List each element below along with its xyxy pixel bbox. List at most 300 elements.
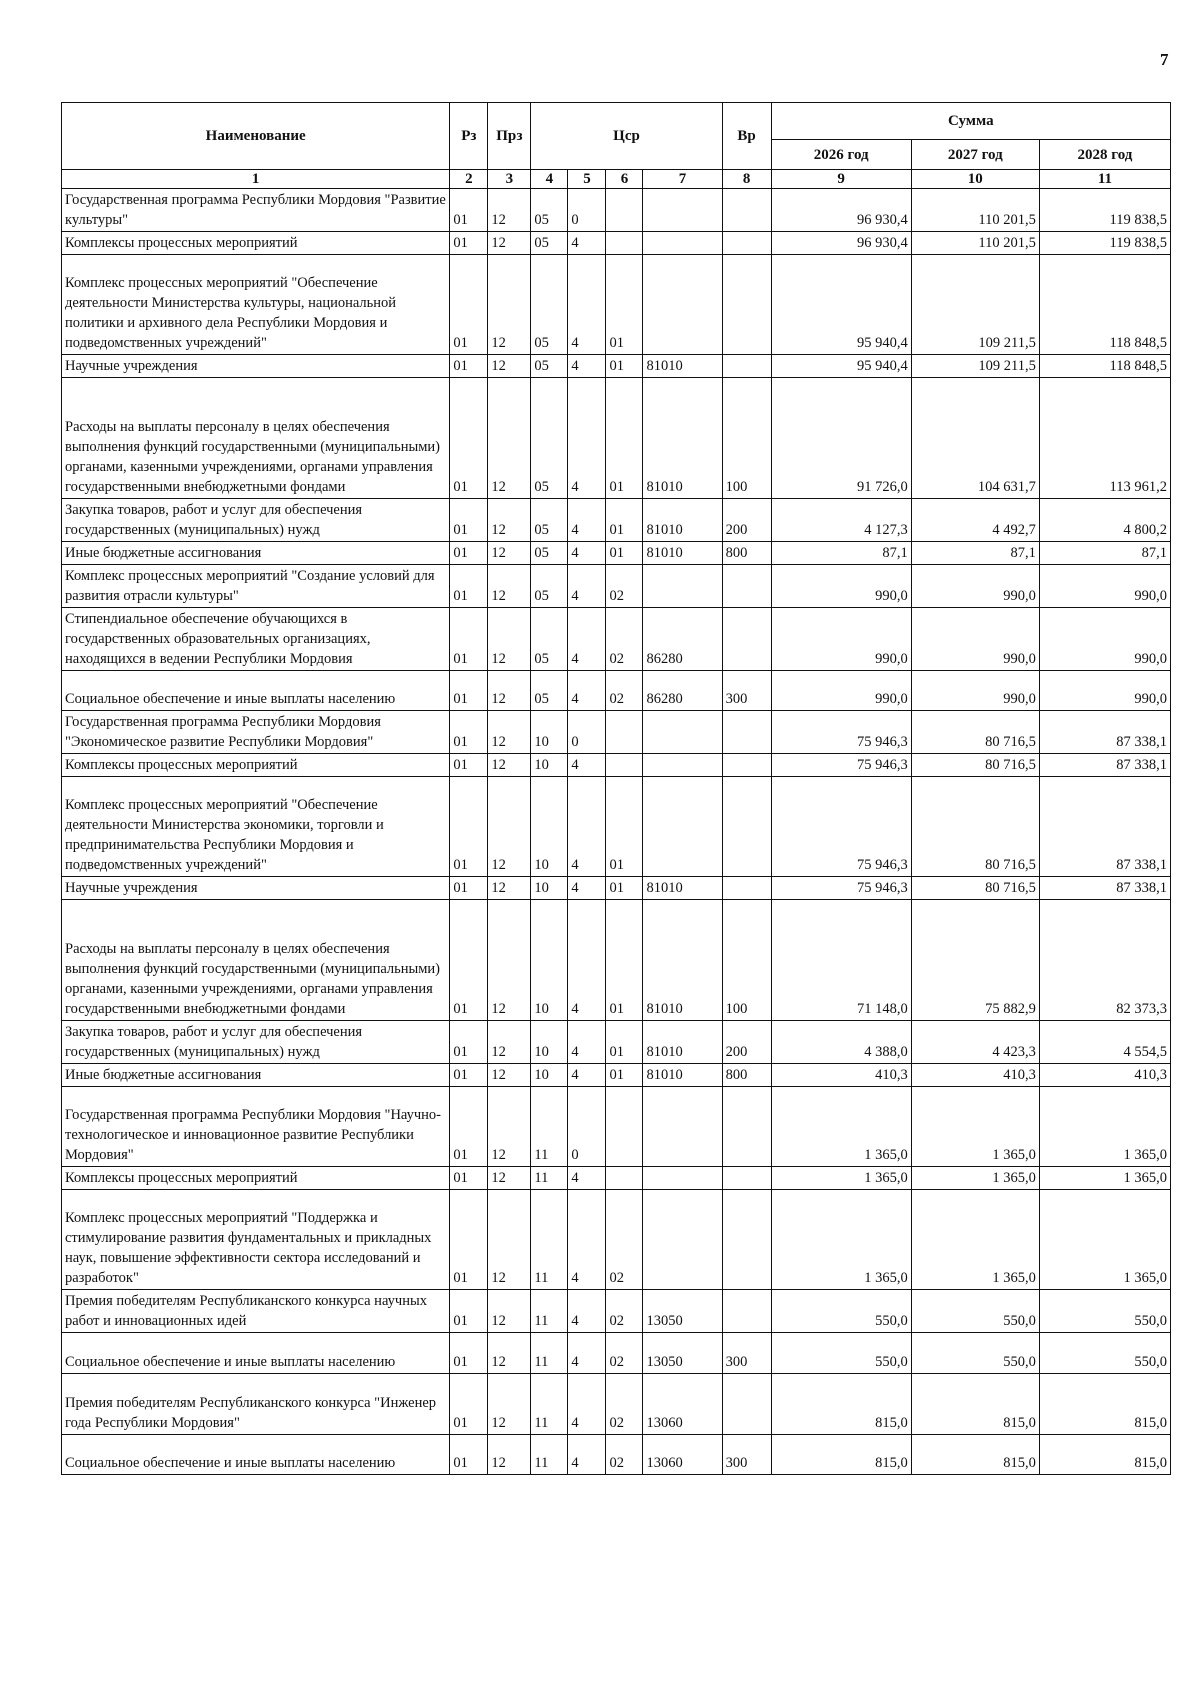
table-row — [62, 1190, 1171, 1290]
row-csr-complex: 01 — [606, 877, 643, 900]
row-rz: 01 — [450, 1333, 488, 1374]
table-row — [62, 1290, 1171, 1333]
row-csr-program: 05 — [531, 189, 568, 232]
row-csr-type: 4 — [568, 378, 606, 499]
row-amount-2028: 410,3 — [1039, 1064, 1170, 1087]
row-amount-2027: 109 211,5 — [911, 355, 1039, 378]
row-csr-direction: 13060 — [643, 1435, 722, 1475]
table-row — [62, 711, 1171, 754]
row-csr-complex: 02 — [606, 565, 643, 608]
row-name: Научные учреждения — [62, 355, 450, 378]
row-csr-type: 4 — [568, 877, 606, 900]
row-vr — [722, 355, 771, 378]
row-csr-program: 05 — [531, 499, 568, 542]
row-amount-2027: 110 201,5 — [911, 232, 1039, 255]
row-vr: 800 — [722, 1064, 771, 1087]
row-csr-program: 10 — [531, 1064, 568, 1087]
row-csr-complex — [606, 232, 643, 255]
row-name: Комплекс процессных мероприятий "Обеспечение деятельности Министерства культуры, национальной политики и архивного дела Республики Мордовия и подведомственных учреждений" — [62, 255, 450, 355]
row-amount-2027: 990,0 — [911, 671, 1039, 711]
row-amount-2028: 87 338,1 — [1039, 777, 1170, 877]
row-csr-direction: 13050 — [643, 1333, 722, 1374]
row-amount-2026: 95 940,4 — [771, 355, 911, 378]
row-amount-2026: 815,0 — [771, 1435, 911, 1475]
row-csr-direction: 81010 — [643, 1021, 722, 1064]
row-prz: 12 — [488, 189, 531, 232]
row-amount-2027: 4 492,7 — [911, 499, 1039, 542]
header-csr: Цср — [531, 103, 722, 170]
header-year-2026: 2026 год — [771, 140, 911, 170]
row-csr-type: 4 — [568, 1290, 606, 1333]
row-amount-2028: 87 338,1 — [1039, 754, 1170, 777]
row-csr-type: 4 — [568, 499, 606, 542]
table-row — [62, 1064, 1171, 1087]
row-rz: 01 — [450, 877, 488, 900]
row-rz: 01 — [450, 1021, 488, 1064]
column-number: 7 — [643, 170, 722, 189]
table-row — [62, 355, 1171, 378]
row-amount-2027: 80 716,5 — [911, 777, 1039, 877]
row-rz: 01 — [450, 1064, 488, 1087]
row-csr-program: 10 — [531, 754, 568, 777]
row-amount-2026: 75 946,3 — [771, 877, 911, 900]
row-prz: 12 — [488, 1167, 531, 1190]
row-name: Комплексы процессных мероприятий — [62, 754, 450, 777]
row-csr-program: 11 — [531, 1333, 568, 1374]
row-csr-complex: 02 — [606, 1374, 643, 1435]
row-amount-2028: 1 365,0 — [1039, 1190, 1170, 1290]
row-amount-2028: 87 338,1 — [1039, 877, 1170, 900]
row-csr-direction — [643, 1087, 722, 1167]
row-csr-type: 4 — [568, 565, 606, 608]
row-name: Научные учреждения — [62, 877, 450, 900]
table-row — [62, 378, 1171, 499]
row-csr-program: 11 — [531, 1374, 568, 1435]
row-amount-2026: 75 946,3 — [771, 754, 911, 777]
row-csr-complex: 01 — [606, 542, 643, 565]
row-name: Комплекс процессных мероприятий "Создание условий для развития отрасли культуры" — [62, 565, 450, 608]
row-name: Социальное обеспечение и иные выплаты населению — [62, 671, 450, 711]
row-prz: 12 — [488, 1064, 531, 1087]
row-amount-2028: 82 373,3 — [1039, 900, 1170, 1021]
row-vr — [722, 1190, 771, 1290]
row-amount-2028: 1 365,0 — [1039, 1087, 1170, 1167]
row-csr-direction: 81010 — [643, 355, 722, 378]
row-amount-2028: 118 848,5 — [1039, 355, 1170, 378]
table-body — [62, 189, 1171, 1475]
row-csr-type: 4 — [568, 900, 606, 1021]
row-name: Социальное обеспечение и иные выплаты населению — [62, 1333, 450, 1374]
row-csr-program: 11 — [531, 1167, 568, 1190]
row-amount-2028: 815,0 — [1039, 1374, 1170, 1435]
row-prz: 12 — [488, 499, 531, 542]
table-row — [62, 255, 1171, 355]
column-number: 5 — [568, 170, 606, 189]
column-number: 2 — [450, 170, 488, 189]
row-prz: 12 — [488, 711, 531, 754]
row-csr-type: 4 — [568, 671, 606, 711]
row-amount-2028: 113 961,2 — [1039, 378, 1170, 499]
header-name: Наименование — [62, 103, 450, 170]
row-csr-program: 10 — [531, 711, 568, 754]
row-prz: 12 — [488, 877, 531, 900]
row-amount-2028: 550,0 — [1039, 1290, 1170, 1333]
row-rz: 01 — [450, 1190, 488, 1290]
row-prz: 12 — [488, 900, 531, 1021]
row-rz: 01 — [450, 255, 488, 355]
row-csr-complex — [606, 1167, 643, 1190]
row-prz: 12 — [488, 608, 531, 671]
row-amount-2027: 1 365,0 — [911, 1167, 1039, 1190]
row-vr — [722, 608, 771, 671]
row-csr-program: 10 — [531, 1021, 568, 1064]
row-amount-2026: 990,0 — [771, 671, 911, 711]
row-csr-direction — [643, 255, 722, 355]
row-csr-direction — [643, 754, 722, 777]
row-vr — [722, 777, 771, 877]
row-csr-type: 4 — [568, 542, 606, 565]
table-row — [62, 877, 1171, 900]
row-amount-2027: 80 716,5 — [911, 877, 1039, 900]
row-rz: 01 — [450, 671, 488, 711]
row-amount-2027: 815,0 — [911, 1374, 1039, 1435]
row-prz: 12 — [488, 1087, 531, 1167]
row-prz: 12 — [488, 232, 531, 255]
row-amount-2028: 990,0 — [1039, 608, 1170, 671]
row-csr-type: 4 — [568, 1435, 606, 1475]
row-csr-direction — [643, 711, 722, 754]
row-amount-2026: 4 127,3 — [771, 499, 911, 542]
row-csr-complex: 02 — [606, 1290, 643, 1333]
row-prz: 12 — [488, 355, 531, 378]
column-number: 4 — [531, 170, 568, 189]
row-amount-2028: 87,1 — [1039, 542, 1170, 565]
row-csr-direction: 13050 — [643, 1290, 722, 1333]
row-vr — [722, 1290, 771, 1333]
column-number: 6 — [606, 170, 643, 189]
column-number: 11 — [1039, 170, 1170, 189]
row-name: Расходы на выплаты персоналу в целях обеспечения выполнения функций государственными (муниципальными) органами, казенными учреждениями, органами управления государственными внебюджетными фондами — [62, 378, 450, 499]
row-amount-2028: 118 848,5 — [1039, 255, 1170, 355]
row-csr-program: 05 — [531, 232, 568, 255]
table-row — [62, 777, 1171, 877]
row-prz: 12 — [488, 542, 531, 565]
row-amount-2026: 550,0 — [771, 1333, 911, 1374]
header-rz: Рз — [450, 103, 488, 170]
row-csr-type: 4 — [568, 1190, 606, 1290]
column-number: 8 — [722, 170, 771, 189]
row-amount-2027: 80 716,5 — [911, 711, 1039, 754]
row-amount-2027: 990,0 — [911, 608, 1039, 671]
row-amount-2026: 990,0 — [771, 565, 911, 608]
row-amount-2028: 815,0 — [1039, 1435, 1170, 1475]
row-rz: 01 — [450, 900, 488, 1021]
row-amount-2026: 96 930,4 — [771, 232, 911, 255]
row-amount-2027: 80 716,5 — [911, 754, 1039, 777]
row-amount-2027: 815,0 — [911, 1435, 1039, 1475]
row-csr-type: 0 — [568, 189, 606, 232]
row-csr-type: 4 — [568, 1374, 606, 1435]
row-vr — [722, 1167, 771, 1190]
row-rz: 01 — [450, 565, 488, 608]
row-vr: 800 — [722, 542, 771, 565]
row-rz: 01 — [450, 1290, 488, 1333]
row-name: Расходы на выплаты персоналу в целях обеспечения выполнения функций государственными (муниципальными) органами, казенными учреждениями, органами управления государственными внебюджетными фондами — [62, 900, 450, 1021]
row-name: Государственная программа Республики Мордовия "Научно-технологическое и инновационное развитие Республики Мордовия" — [62, 1087, 450, 1167]
row-amount-2027: 1 365,0 — [911, 1190, 1039, 1290]
row-csr-direction: 81010 — [643, 542, 722, 565]
row-csr-type: 4 — [568, 355, 606, 378]
row-csr-program: 10 — [531, 900, 568, 1021]
row-amount-2027: 1 365,0 — [911, 1087, 1039, 1167]
header-prz: Прз — [488, 103, 531, 170]
row-csr-program: 05 — [531, 355, 568, 378]
row-csr-complex: 02 — [606, 1435, 643, 1475]
header-sum: Сумма — [771, 103, 1170, 140]
row-csr-complex: 02 — [606, 671, 643, 711]
row-prz: 12 — [488, 1435, 531, 1475]
row-amount-2028: 1 365,0 — [1039, 1167, 1170, 1190]
row-csr-complex: 02 — [606, 1333, 643, 1374]
row-name: Премия победителям Республиканского конкурса "Инженер года Республики Мордовия" — [62, 1374, 450, 1435]
table-row — [62, 232, 1171, 255]
row-amount-2026: 71 148,0 — [771, 900, 911, 1021]
row-name: Государственная программа Республики Мордовия "Экономическое развитие Республики Мордовия" — [62, 711, 450, 754]
row-amount-2028: 119 838,5 — [1039, 232, 1170, 255]
row-amount-2028: 990,0 — [1039, 671, 1170, 711]
row-csr-program: 05 — [531, 671, 568, 711]
row-name: Социальное обеспечение и иные выплаты населению — [62, 1435, 450, 1475]
table-row — [62, 499, 1171, 542]
row-name: Стипендиальное обеспечение обучающихся в государственных образовательных организациях, находящихся в ведении Республики Мордовия — [62, 608, 450, 671]
row-csr-complex: 01 — [606, 777, 643, 877]
row-name: Иные бюджетные ассигнования — [62, 542, 450, 565]
row-csr-type: 4 — [568, 255, 606, 355]
header-vr: Вр — [722, 103, 771, 170]
row-csr-program: 05 — [531, 565, 568, 608]
row-prz: 12 — [488, 1290, 531, 1333]
row-vr — [722, 1087, 771, 1167]
row-csr-complex: 02 — [606, 608, 643, 671]
row-csr-direction — [643, 189, 722, 232]
row-amount-2028: 550,0 — [1039, 1333, 1170, 1374]
table-row — [62, 754, 1171, 777]
row-csr-direction — [643, 1167, 722, 1190]
row-csr-program: 11 — [531, 1290, 568, 1333]
table-row — [62, 542, 1171, 565]
row-vr — [722, 255, 771, 355]
row-csr-complex: 01 — [606, 255, 643, 355]
row-csr-direction: 81010 — [643, 378, 722, 499]
column-number: 1 — [62, 170, 450, 189]
row-csr-complex: 01 — [606, 900, 643, 1021]
row-name: Комплекс процессных мероприятий "Поддержка и стимулирование развития фундаментальных и прикладных наук, повышение эффективности сектора исследований и разработок" — [62, 1190, 450, 1290]
table-row — [62, 1167, 1171, 1190]
row-rz: 01 — [450, 1435, 488, 1475]
row-csr-direction: 86280 — [643, 608, 722, 671]
row-csr-complex: 01 — [606, 378, 643, 499]
page-number: 7 — [1160, 50, 1169, 69]
row-amount-2027: 87,1 — [911, 542, 1039, 565]
row-name: Закупка товаров, работ и услуг для обеспечения государственных (муниципальных) нужд — [62, 499, 450, 542]
row-amount-2027: 109 211,5 — [911, 255, 1039, 355]
header-year-2028: 2028 год — [1039, 140, 1170, 170]
row-amount-2028: 87 338,1 — [1039, 711, 1170, 754]
table-row — [62, 189, 1171, 232]
row-amount-2026: 4 388,0 — [771, 1021, 911, 1064]
row-vr: 100 — [722, 378, 771, 499]
row-vr — [722, 711, 771, 754]
row-name: Закупка товаров, работ и услуг для обеспечения государственных (муниципальных) нужд — [62, 1021, 450, 1064]
row-csr-program: 05 — [531, 378, 568, 499]
row-rz: 01 — [450, 1087, 488, 1167]
row-csr-complex: 01 — [606, 1064, 643, 1087]
row-csr-program: 10 — [531, 877, 568, 900]
row-rz: 01 — [450, 378, 488, 499]
row-prz: 12 — [488, 565, 531, 608]
row-prz: 12 — [488, 1021, 531, 1064]
row-csr-complex: 01 — [606, 1021, 643, 1064]
row-amount-2027: 410,3 — [911, 1064, 1039, 1087]
row-amount-2028: 990,0 — [1039, 565, 1170, 608]
row-csr-program: 05 — [531, 608, 568, 671]
row-name: Комплексы процессных мероприятий — [62, 1167, 450, 1190]
row-rz: 01 — [450, 1167, 488, 1190]
row-amount-2028: 4 800,2 — [1039, 499, 1170, 542]
row-csr-direction: 81010 — [643, 877, 722, 900]
header-year-2027: 2027 год — [911, 140, 1039, 170]
row-csr-direction: 81010 — [643, 900, 722, 1021]
row-vr — [722, 232, 771, 255]
column-number: 9 — [771, 170, 911, 189]
row-name: Премия победителям Республиканского конкурса научных работ и инновационных идей — [62, 1290, 450, 1333]
row-vr — [722, 877, 771, 900]
row-csr-direction — [643, 1190, 722, 1290]
row-amount-2026: 95 940,4 — [771, 255, 911, 355]
row-amount-2027: 990,0 — [911, 565, 1039, 608]
row-csr-type: 4 — [568, 1167, 606, 1190]
row-amount-2026: 1 365,0 — [771, 1190, 911, 1290]
row-amount-2027: 4 423,3 — [911, 1021, 1039, 1064]
row-prz: 12 — [488, 777, 531, 877]
row-name: Иные бюджетные ассигнования — [62, 1064, 450, 1087]
row-amount-2026: 75 946,3 — [771, 711, 911, 754]
table-row — [62, 1021, 1171, 1064]
row-rz: 01 — [450, 711, 488, 754]
row-csr-complex: 02 — [606, 1190, 643, 1290]
row-csr-direction — [643, 232, 722, 255]
row-vr: 200 — [722, 499, 771, 542]
row-amount-2027: 75 882,9 — [911, 900, 1039, 1021]
row-csr-complex: 01 — [606, 499, 643, 542]
table-row — [62, 1087, 1171, 1167]
row-amount-2026: 96 930,4 — [771, 189, 911, 232]
row-name: Комплексы процессных мероприятий — [62, 232, 450, 255]
row-csr-direction — [643, 777, 722, 877]
row-csr-complex — [606, 711, 643, 754]
table-row — [62, 565, 1171, 608]
row-amount-2026: 410,3 — [771, 1064, 911, 1087]
row-csr-type: 4 — [568, 232, 606, 255]
row-csr-direction — [643, 565, 722, 608]
row-rz: 01 — [450, 754, 488, 777]
row-rz: 01 — [450, 499, 488, 542]
row-rz: 01 — [450, 355, 488, 378]
row-amount-2026: 1 365,0 — [771, 1087, 911, 1167]
row-amount-2026: 550,0 — [771, 1290, 911, 1333]
row-prz: 12 — [488, 1190, 531, 1290]
row-vr — [722, 754, 771, 777]
row-csr-type: 0 — [568, 1087, 606, 1167]
row-csr-type: 4 — [568, 777, 606, 877]
row-prz: 12 — [488, 378, 531, 499]
row-rz: 01 — [450, 777, 488, 877]
row-amount-2028: 119 838,5 — [1039, 189, 1170, 232]
row-csr-program: 05 — [531, 255, 568, 355]
row-vr: 100 — [722, 900, 771, 1021]
row-prz: 12 — [488, 671, 531, 711]
row-amount-2026: 75 946,3 — [771, 777, 911, 877]
row-amount-2026: 1 365,0 — [771, 1167, 911, 1190]
row-amount-2026: 87,1 — [771, 542, 911, 565]
column-number: 10 — [911, 170, 1039, 189]
row-csr-type: 4 — [568, 608, 606, 671]
row-csr-program: 11 — [531, 1435, 568, 1475]
row-csr-complex — [606, 189, 643, 232]
row-amount-2027: 110 201,5 — [911, 189, 1039, 232]
row-vr: 300 — [722, 1435, 771, 1475]
table-row — [62, 1333, 1171, 1374]
row-amount-2026: 815,0 — [771, 1374, 911, 1435]
row-amount-2028: 4 554,5 — [1039, 1021, 1170, 1064]
budget-table — [61, 102, 1171, 1475]
row-prz: 12 — [488, 1374, 531, 1435]
row-csr-direction: 13060 — [643, 1374, 722, 1435]
row-amount-2027: 104 631,7 — [911, 378, 1039, 499]
row-csr-program: 11 — [531, 1190, 568, 1290]
row-rz: 01 — [450, 608, 488, 671]
row-amount-2026: 990,0 — [771, 608, 911, 671]
row-rz: 01 — [450, 189, 488, 232]
row-csr-type: 4 — [568, 1021, 606, 1064]
row-vr — [722, 565, 771, 608]
table-row — [62, 671, 1171, 711]
row-csr-complex: 01 — [606, 355, 643, 378]
table-row — [62, 900, 1171, 1021]
row-rz: 01 — [450, 232, 488, 255]
row-rz: 01 — [450, 1374, 488, 1435]
row-csr-program: 11 — [531, 1087, 568, 1167]
row-prz: 12 — [488, 255, 531, 355]
row-name: Комплекс процессных мероприятий "Обеспечение деятельности Министерства экономики, торговли и предпринимательства Республики Мордовия и подведомственных учреждений" — [62, 777, 450, 877]
row-csr-direction: 81010 — [643, 499, 722, 542]
table-row — [62, 1374, 1171, 1435]
row-prz: 12 — [488, 1333, 531, 1374]
row-vr: 300 — [722, 671, 771, 711]
row-prz: 12 — [488, 754, 531, 777]
row-csr-type: 4 — [568, 1064, 606, 1087]
table-row — [62, 608, 1171, 671]
row-name: Государственная программа Республики Мордовия "Развитие культуры" — [62, 189, 450, 232]
row-csr-complex — [606, 1087, 643, 1167]
column-number: 3 — [488, 170, 531, 189]
row-amount-2026: 91 726,0 — [771, 378, 911, 499]
row-csr-type: 4 — [568, 1333, 606, 1374]
row-csr-type: 4 — [568, 754, 606, 777]
row-csr-program: 10 — [531, 777, 568, 877]
row-csr-direction: 81010 — [643, 1064, 722, 1087]
row-amount-2027: 550,0 — [911, 1290, 1039, 1333]
